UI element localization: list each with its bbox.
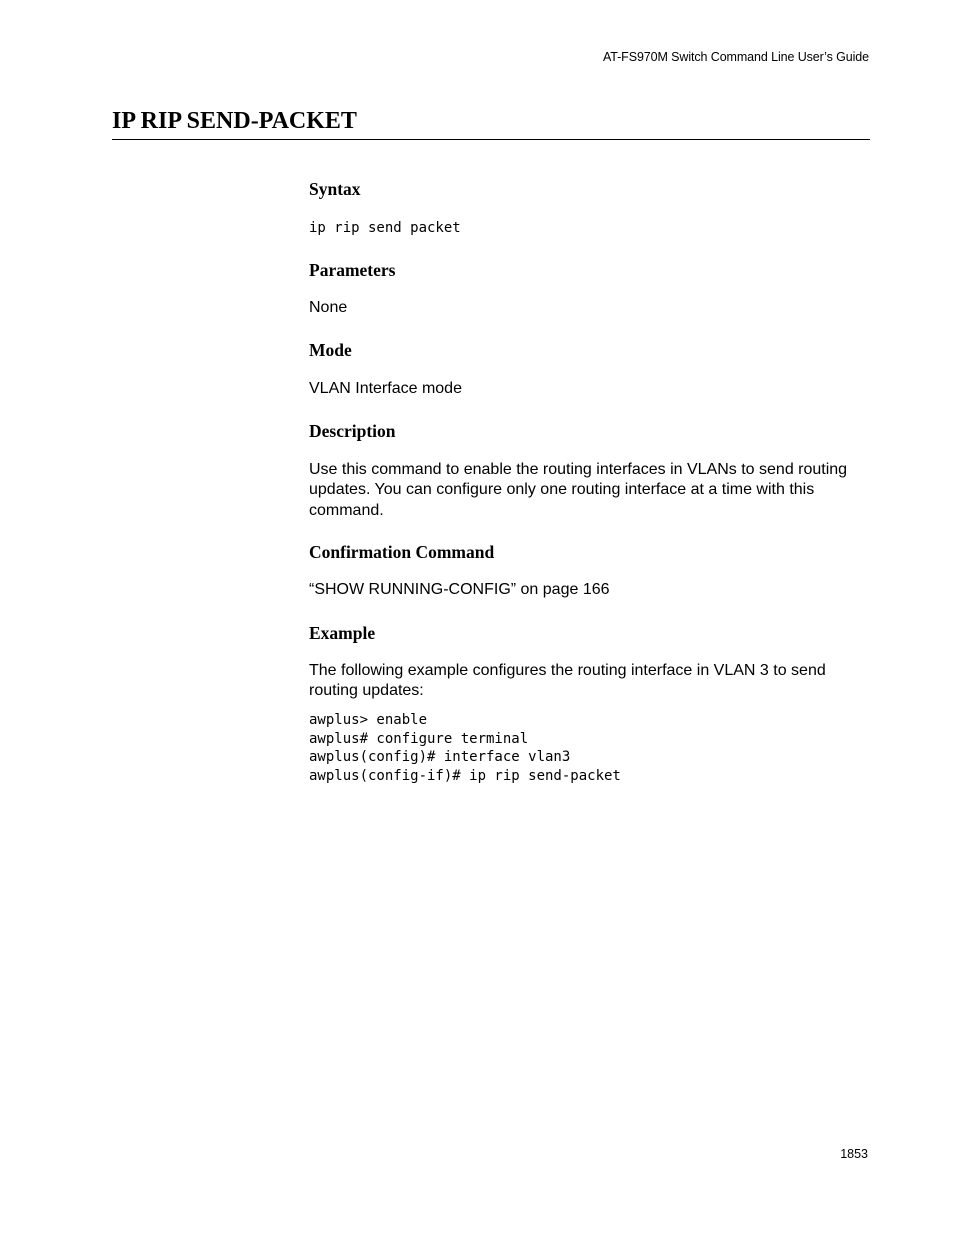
example-section xyxy=(309,622,869,786)
confirmation-text: “SHOW RUNNING-CONFIG” on page 166 xyxy=(309,581,610,599)
page-number: 1853 xyxy=(840,1147,868,1161)
example-code-line: awplus# configure terminal xyxy=(309,730,529,747)
confirmation-heading: Confirmation Command xyxy=(309,542,495,563)
mode-text: VLAN Interface mode xyxy=(309,380,462,398)
example-code-line: awplus(config)# interface vlan3 xyxy=(309,749,571,766)
syntax-code: ip rip send packet xyxy=(309,220,461,236)
example-heading: Example xyxy=(309,622,376,643)
syntax-section xyxy=(309,178,869,238)
example-code-block xyxy=(309,711,869,786)
parameters-text: None xyxy=(309,298,348,316)
mode-section xyxy=(309,339,869,400)
example-code-line: awplus(config-if)# ip rip send-packet xyxy=(309,768,621,785)
mode-heading: Mode xyxy=(309,340,352,361)
description-heading: Description xyxy=(309,420,396,441)
description-section xyxy=(309,420,869,522)
content-body xyxy=(309,178,869,786)
syntax-heading: Syntax xyxy=(309,179,361,199)
parameters-heading: Parameters xyxy=(309,259,396,280)
title-rule xyxy=(112,139,870,140)
page-title: IP RIP SEND-PACKET xyxy=(112,108,357,134)
example-text: The following example configures the routing interface in VLAN 3 to send routing updates: xyxy=(309,661,826,700)
example-code-line: awplus> enable xyxy=(309,711,428,728)
confirmation-section xyxy=(309,541,869,601)
running-header: AT-FS970M Switch Command Line User’s Guide xyxy=(602,50,869,64)
description-text: Use this command to enable the routing interfaces in VLANs to send routing updates. You can configure only one routing interface at a time with this command. xyxy=(309,460,848,519)
parameters-section xyxy=(309,259,869,319)
